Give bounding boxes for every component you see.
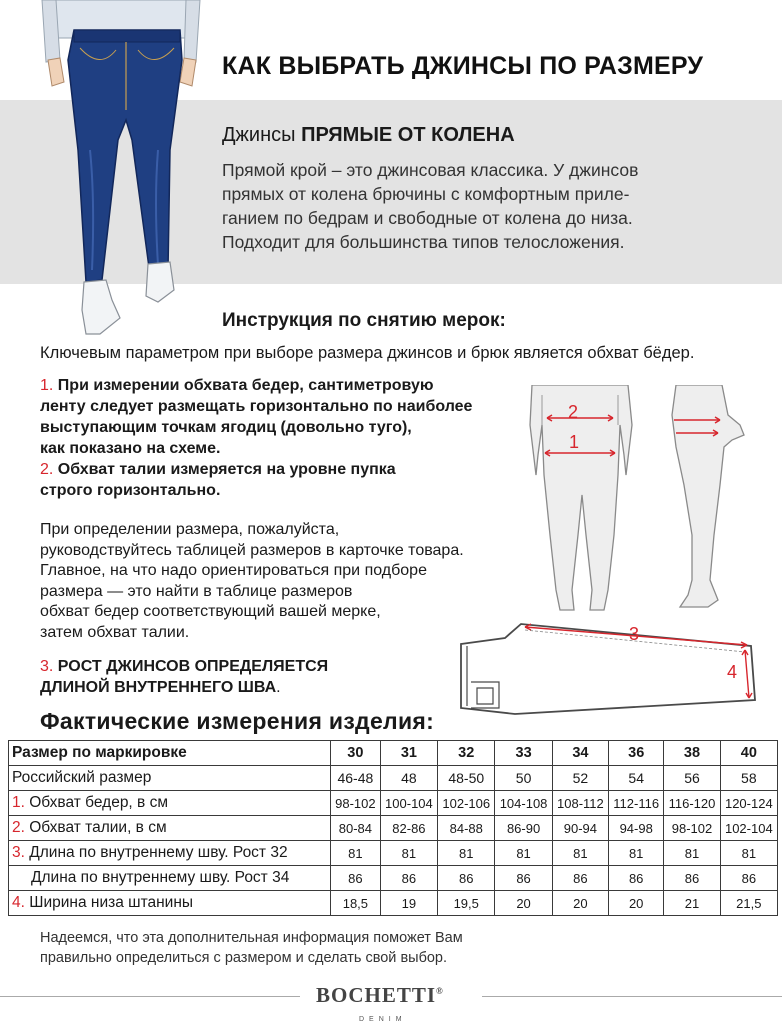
table-cell: 48-50 <box>438 766 495 791</box>
table-cell: 102-106 <box>438 791 495 816</box>
size-table <box>8 740 778 916</box>
description-line: прямых от колена брючины с комфортным приле- <box>222 184 630 204</box>
step-number: 2. <box>40 461 54 478</box>
brand-name: BOCHETTI <box>316 983 437 1007</box>
description-line: ганием по бедрам и свободные от колена до низа. <box>222 208 633 228</box>
row-number: 1. <box>12 794 25 811</box>
note-line: затем обхват талии. <box>40 623 190 641</box>
subtitle-prefix: Джинсы <box>222 124 296 146</box>
diagram-label-inseam: 3 <box>629 624 640 644</box>
note-line: При определении размера, пожалуйста, <box>40 521 340 538</box>
table-cell: 81 <box>380 841 437 866</box>
table-cell: 86 <box>720 866 777 891</box>
table-cell: 48 <box>380 766 437 791</box>
table-cell: 81 <box>495 841 552 866</box>
step-end: . <box>276 679 281 696</box>
table-cell: 86 <box>331 866 381 891</box>
table-cell: 21,5 <box>720 891 777 916</box>
key-parameter-text: Ключевым параметром при выборе размера джинсов и брюк является обхват бёдер. <box>40 344 695 362</box>
table-cell: 100-104 <box>380 791 437 816</box>
table-cell: 20 <box>609 891 664 916</box>
size-header-cell: 38 <box>664 741 720 766</box>
row-label <box>9 841 331 866</box>
row-number: 2. <box>12 819 25 836</box>
table-cell: 86 <box>495 866 552 891</box>
table-header-row <box>9 741 778 766</box>
subtitle-bold: ПРЯМЫЕ ОТ КОЛЕНА <box>301 124 515 146</box>
step-text: Обхват талии измеряется на уровне пупка <box>57 461 396 478</box>
footer-divider-right <box>482 996 782 997</box>
note-line: руководствуйтесь таблицей размеров в карточке товара. <box>40 541 464 559</box>
table-cell: 81 <box>552 841 608 866</box>
table-cell: 82-86 <box>380 816 437 841</box>
table-cell: 90-94 <box>552 816 608 841</box>
brand-logo <box>316 983 444 1008</box>
note-line: размера — это найти в таблице размеров <box>40 582 353 600</box>
table-cell: 102-104 <box>720 816 777 841</box>
note-line: обхват бедер соответствующий вашей мерке, <box>40 603 381 620</box>
inseam-step <box>40 656 328 698</box>
table-cell: 112-116 <box>609 791 664 816</box>
table-cell: 81 <box>664 841 720 866</box>
body-front-diagram <box>520 385 640 620</box>
table-cell: 58 <box>720 766 777 791</box>
brand-subline: DENIM <box>359 1016 407 1023</box>
table-heading: Фактические измерения изделия: <box>40 708 435 734</box>
step-text: выступающим точкам ягодиц (довольно туго), <box>40 419 412 436</box>
table-cell: 46-48 <box>331 766 381 791</box>
size-guidance-note <box>40 520 464 643</box>
table-cell: 54 <box>609 766 664 791</box>
row-number: 4. <box>12 894 25 911</box>
table-cell: 120-124 <box>720 791 777 816</box>
table-cell: 81 <box>331 841 381 866</box>
closing-note-line: правильно определиться с размером и сделать свой выбор. <box>40 950 448 966</box>
table-cell: 20 <box>552 891 608 916</box>
row-label-text: Обхват талии, в см <box>29 819 167 836</box>
row-label <box>9 816 331 841</box>
step-text: При измерении обхвата бедер, сантиметровую <box>57 377 434 394</box>
table-header-label: Размер по маркировке <box>9 741 331 766</box>
table-row <box>9 791 778 816</box>
table-cell: 98-102 <box>331 791 381 816</box>
footer-divider-left <box>0 996 300 997</box>
table-cell: 86-90 <box>495 816 552 841</box>
table-row <box>9 841 778 866</box>
diagram-label-hips: 1 <box>569 432 580 452</box>
table-cell: 86 <box>438 866 495 891</box>
table-cell: 86 <box>609 866 664 891</box>
table-cell: 18,5 <box>331 891 381 916</box>
size-header-cell: 40 <box>720 741 777 766</box>
page-title: КАК ВЫБРАТЬ ДЖИНСЫ ПО РАЗМЕРУ <box>222 52 704 80</box>
size-header-cell: 31 <box>380 741 437 766</box>
jeans-model-illustration <box>40 0 210 340</box>
table-cell: 81 <box>438 841 495 866</box>
table-cell: 104-108 <box>495 791 552 816</box>
table-cell: 98-102 <box>664 816 720 841</box>
size-header-cell: 32 <box>438 741 495 766</box>
measurement-steps <box>40 375 472 501</box>
row-number: 3. <box>12 844 25 861</box>
step-text: строго горизонтально. <box>40 482 221 499</box>
row-label <box>9 866 331 891</box>
table-cell: 84-88 <box>438 816 495 841</box>
size-header-cell: 30 <box>331 741 381 766</box>
table-row <box>9 816 778 841</box>
body-side-diagram <box>662 385 752 615</box>
table-cell: 50 <box>495 766 552 791</box>
pants-flat-diagram <box>455 618 767 718</box>
table-cell: 56 <box>664 766 720 791</box>
table-row <box>9 766 778 791</box>
table-cell: 86 <box>380 866 437 891</box>
table-cell: 86 <box>664 866 720 891</box>
table-cell: 19,5 <box>438 891 495 916</box>
size-header-cell: 34 <box>552 741 608 766</box>
instructions-heading: Инструкция по снятию мерок: <box>222 310 506 331</box>
row-label-text: Российский размер <box>12 769 152 786</box>
diagram-label-waist: 2 <box>568 402 579 422</box>
step-text: ленту следует размещать горизонтально по наиболее <box>40 398 473 415</box>
row-label <box>9 891 331 916</box>
table-cell: 20 <box>495 891 552 916</box>
step-number: 3. <box>40 658 54 675</box>
row-label <box>9 791 331 816</box>
table-cell: 52 <box>552 766 608 791</box>
table-cell: 81 <box>609 841 664 866</box>
row-label-text: Ширина низа штанины <box>29 894 194 911</box>
table-row <box>9 891 778 916</box>
row-label-text: Длина по внутреннему шву. Рост 32 <box>29 844 288 861</box>
size-header-cell: 36 <box>609 741 664 766</box>
closing-note-line: Надеемся, что эта дополнительная информация поможет Вам <box>40 930 463 946</box>
table-cell: 108-112 <box>552 791 608 816</box>
table-row <box>9 866 778 891</box>
table-cell: 81 <box>720 841 777 866</box>
size-header-cell: 33 <box>495 741 552 766</box>
step-text: ДЛИНОЙ ВНУТРЕННЕГО ШВА <box>40 679 277 696</box>
table-cell: 116-120 <box>664 791 720 816</box>
step-text: РОСТ ДЖИНСОВ ОПРЕДЕЛЯЕТСЯ <box>57 658 329 675</box>
row-label <box>9 766 331 791</box>
table-cell: 94-98 <box>609 816 664 841</box>
note-line: Главное, на что надо ориентироваться при подборе <box>40 562 427 579</box>
closing-note <box>40 928 463 968</box>
step-number: 1. <box>40 377 54 394</box>
row-label-text: Обхват бедер, в см <box>29 794 168 811</box>
table-cell: 80-84 <box>331 816 381 841</box>
row-label-text: Длина по внутреннему шву. Рост 34 <box>31 869 290 886</box>
diagram-label-leg-width: 4 <box>727 662 738 682</box>
table-cell: 21 <box>664 891 720 916</box>
description-line: Прямой крой – это джинсовая классика. У джинсов <box>222 160 639 180</box>
description-line: Подходит для большинства типов телосложения. <box>222 232 625 252</box>
product-description <box>222 158 692 254</box>
product-subtitle <box>222 124 515 147</box>
brand-trademark: ® <box>436 986 444 996</box>
step-text: как показано на схеме. <box>40 440 221 457</box>
table-cell: 19 <box>380 891 437 916</box>
table-cell: 86 <box>552 866 608 891</box>
